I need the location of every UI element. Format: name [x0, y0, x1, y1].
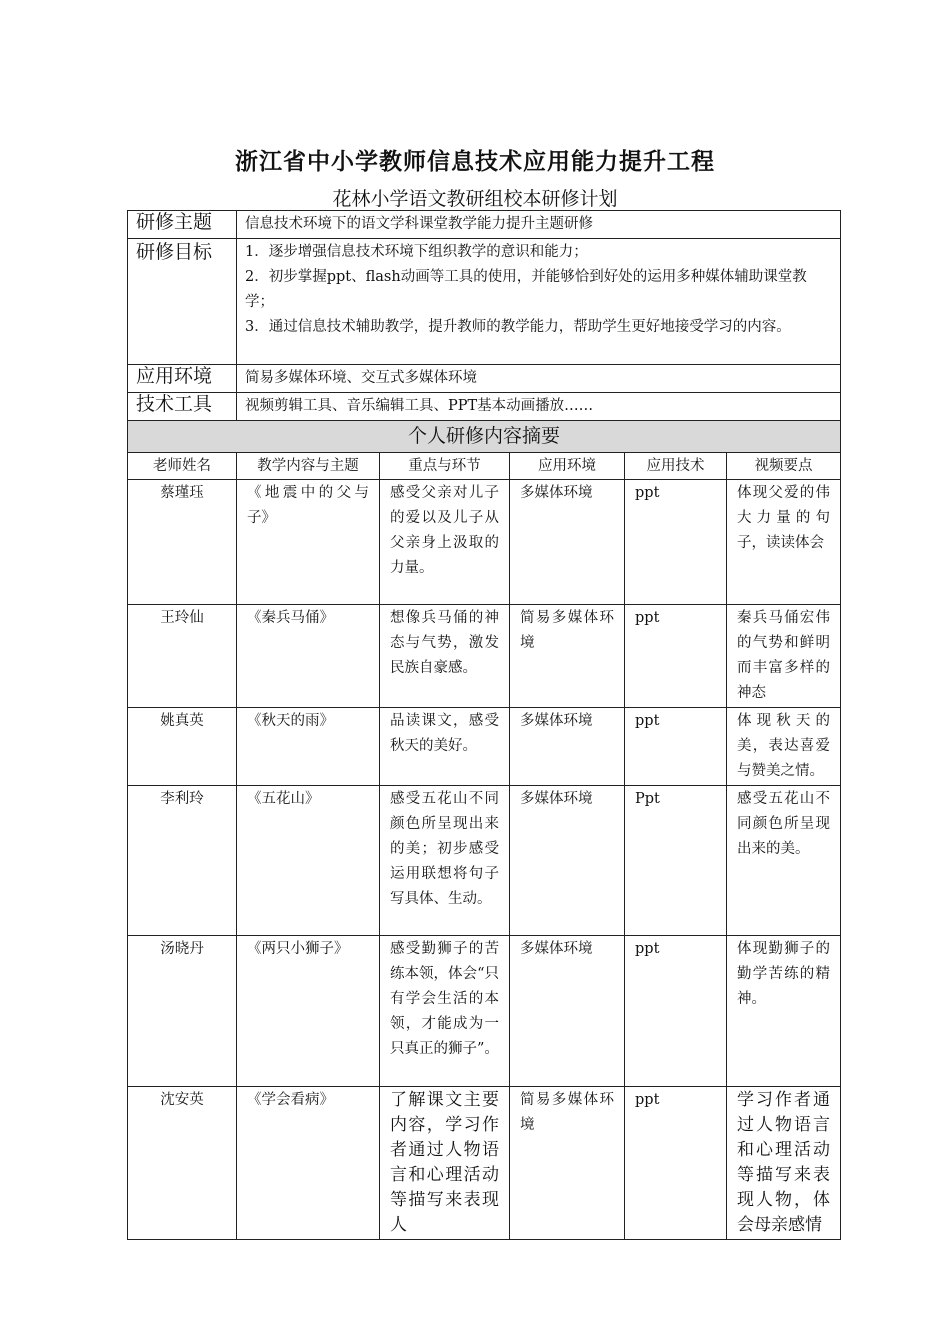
- goal-label: 研修目标: [128, 239, 237, 365]
- env-label: 应用环境: [128, 365, 237, 393]
- teacher-name: 蔡瑾珏: [128, 480, 237, 605]
- column-header: 视频要点: [727, 453, 841, 480]
- plan-table: [127, 210, 841, 1240]
- column-header: 重点与环节: [380, 453, 510, 480]
- teacher-name: 沈安英: [128, 1087, 237, 1240]
- video-points: 体现秋天的美，表达喜爱与赞美之情。: [727, 708, 841, 786]
- topic-label: 研修主题: [128, 211, 237, 239]
- lesson-focus: 想像兵马俑的神态与气势，激发民族自豪感。: [380, 605, 510, 708]
- goal-item: 1．逐步增强信息技术环境下组织教学的意识和能力；: [245, 244, 588, 260]
- video-points: 体现父爱的伟大力量的句子，读读体会: [727, 480, 841, 605]
- lesson-env: 简易多媒体环境: [510, 605, 625, 708]
- teacher-name: 汤晓丹: [128, 936, 237, 1087]
- lesson-content: 《学会看病》: [237, 1087, 380, 1240]
- column-header: 老师姓名: [128, 453, 237, 480]
- doc-subtitle: 花林小学语文教研组校本研修计划: [332, 188, 618, 210]
- video-points: 感受五花山不同颜色所呈现出来的美。: [727, 786, 841, 936]
- lesson-focus: 了解课文主要内容，学习作者通过人物语言和心理活动等描写来表现人: [380, 1087, 510, 1240]
- env-value: 简易多媒体环境、交互式多媒体环境: [237, 365, 841, 393]
- lesson-content: 《秦兵马俑》: [237, 605, 380, 708]
- video-points: 秦兵马俑宏伟的气势和鲜明而丰富多样的神态: [727, 605, 841, 708]
- video-points: 学习作者通过人物语言和心理活动等描写来表现人物，体会母亲感情: [727, 1087, 841, 1240]
- lesson-focus: 感受勤狮子的苦练本领，体会“只有学会生活的本领，才能成为一只真正的狮子”。: [380, 936, 510, 1087]
- teacher-name: 李利玲: [128, 786, 237, 936]
- lesson-env: 多媒体环境: [510, 936, 625, 1087]
- lesson-content: 《两只小狮子》: [237, 936, 380, 1087]
- lesson-env: 多媒体环境: [510, 480, 625, 605]
- lesson-tech: ppt: [625, 708, 727, 786]
- table-row: [128, 936, 841, 1087]
- lesson-content: 《地震中的父与子》: [237, 480, 380, 605]
- lesson-focus: 感受五花山不同颜色所呈现出来的美；初步感受运用联想将句子写具体、生动。: [380, 786, 510, 936]
- column-header: 教学内容与主题: [237, 453, 380, 480]
- video-points: 体现勤狮子的勤学苦练的精神。: [727, 936, 841, 1087]
- tools-value: 视频剪辑工具、音乐编辑工具、PPT基本动画播放……: [237, 393, 841, 421]
- teacher-name: 姚真英: [128, 708, 237, 786]
- section-title: 个人研修内容摘要: [128, 421, 841, 453]
- lesson-tech: ppt: [625, 605, 727, 708]
- table-row: [128, 605, 841, 708]
- lesson-content: 《秋天的雨》: [237, 708, 380, 786]
- lesson-tech: ppt: [625, 480, 727, 605]
- lesson-env: 简易多媒体环境: [510, 1087, 625, 1240]
- goal-item: 2．初步掌握ppt、flash动画等工具的使用，并能够恰到好处的运用多种媒体辅助课堂教学；: [245, 269, 807, 310]
- topic-value: 信息技术环境下的语文学科课堂教学能力提升主题研修: [237, 211, 841, 239]
- lesson-env: 多媒体环境: [510, 786, 625, 936]
- lesson-tech: Ppt: [625, 786, 727, 936]
- lesson-content: 《五花山》: [237, 786, 380, 936]
- doc-title: 浙江省中小学教师信息技术应用能力提升工程: [235, 148, 715, 175]
- tools-label: 技术工具: [128, 393, 237, 421]
- lesson-env: 多媒体环境: [510, 708, 625, 786]
- column-header: 应用技术: [625, 453, 727, 480]
- column-header: 应用环境: [510, 453, 625, 480]
- table-row: [128, 786, 841, 936]
- lesson-focus: 品读课文，感受秋天的美好。: [380, 708, 510, 786]
- table-row: [128, 480, 841, 605]
- table-row: [128, 1087, 841, 1240]
- lesson-tech: ppt: [625, 936, 727, 1087]
- goal-value: [237, 239, 841, 365]
- goal-item: 3．通过信息技术辅助教学，提升教师的教学能力，帮助学生更好地接受学习的内容。: [245, 319, 791, 335]
- table-row: [128, 708, 841, 786]
- teacher-name: 王玲仙: [128, 605, 237, 708]
- lesson-tech: ppt: [625, 1087, 727, 1240]
- lesson-focus: 感受父亲对儿子的爱以及儿子从父亲身上汲取的力量。: [380, 480, 510, 605]
